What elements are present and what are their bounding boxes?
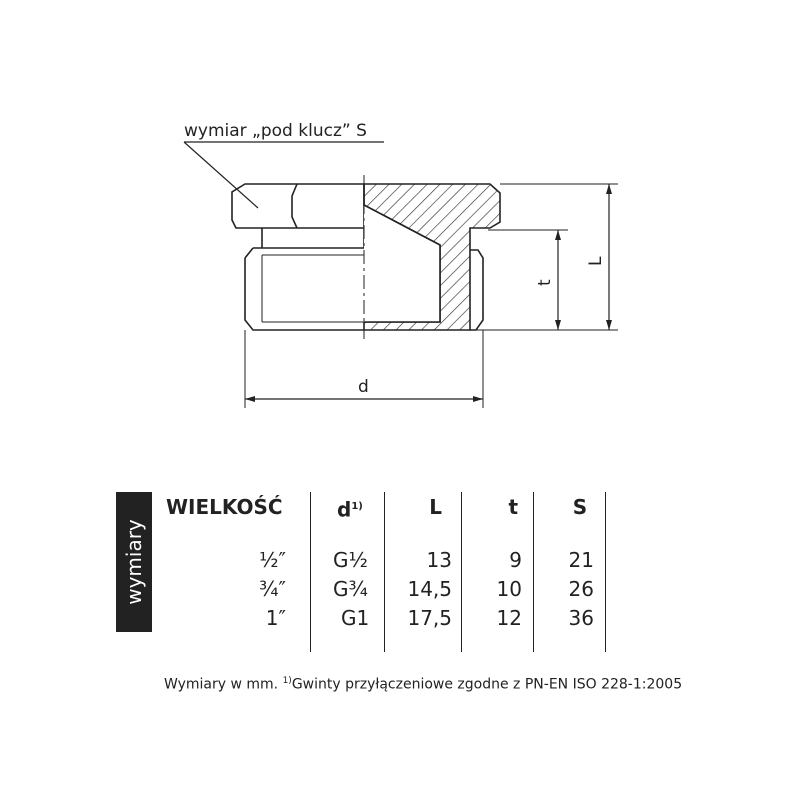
dimension-t-label: t — [535, 279, 555, 286]
header-t: t — [508, 495, 518, 519]
row-L: 13 — [426, 548, 452, 572]
column-divider — [605, 492, 606, 652]
header-d: $d^{1)}$ — [337, 497, 363, 522]
row-L: 14,5 — [407, 577, 452, 601]
row-S: 36 — [568, 606, 594, 630]
row-d: G1 — [341, 606, 370, 630]
plug-outline — [232, 184, 364, 330]
column-divider — [533, 492, 534, 652]
callout-label: wymiar „pod klucz” S — [184, 121, 367, 141]
row-d: G½ — [333, 548, 368, 572]
dimension-L-label: L — [586, 256, 606, 266]
row-t: 10 — [496, 577, 522, 601]
row-L: 17,5 — [407, 606, 452, 630]
row-size: ¾″ — [259, 577, 286, 601]
row-d: G¾ — [333, 577, 368, 601]
footnote: Wymiary w mm. $^{1)}$Gwinty przyłączeniowe zgodne z PN-EN ISO 228-1:2005 — [164, 676, 683, 693]
header-size: WIELKOŚĆ — [166, 495, 283, 519]
column-divider — [384, 492, 385, 652]
row-S: 26 — [568, 577, 594, 601]
column-divider — [461, 492, 462, 652]
row-S: 21 — [568, 548, 594, 572]
header-L: L — [429, 495, 442, 519]
side-tab-label: wymiary — [122, 519, 146, 605]
header-S: S — [572, 495, 588, 519]
thread-right — [470, 250, 483, 330]
row-size: ½″ — [259, 548, 286, 572]
column-divider — [310, 492, 311, 652]
side-tab-wymiary — [116, 492, 152, 632]
row-t: 9 — [509, 548, 522, 572]
dimension-d-label: d — [358, 377, 369, 397]
row-size: 1″ — [265, 606, 286, 630]
row-t: 12 — [496, 606, 522, 630]
